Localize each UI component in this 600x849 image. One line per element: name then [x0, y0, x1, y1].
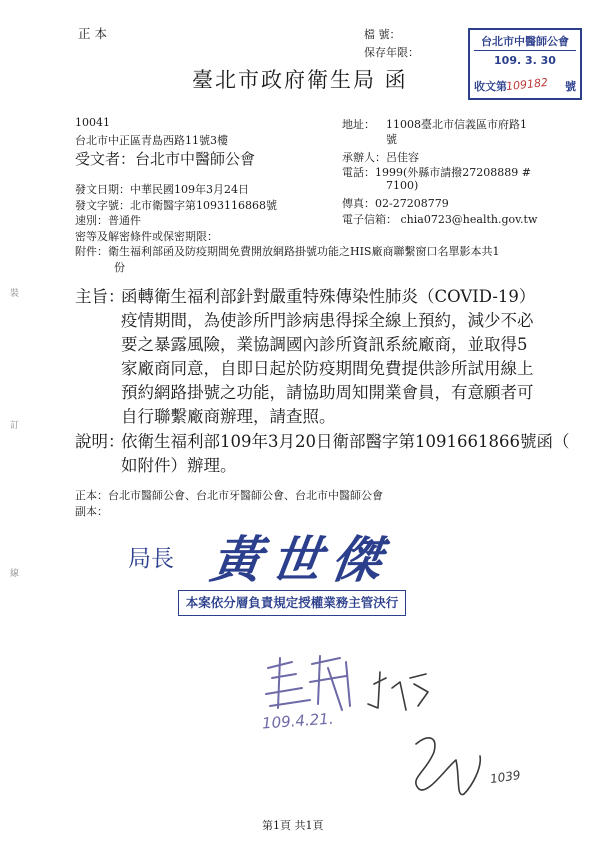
stamp-receipt-label: 收文第 [474, 80, 507, 93]
subject-line: 預約網路掛號之功能，請協助周知開業會員，有意願者可 [121, 383, 534, 402]
subject-line: 函轉衛生福利部針對嚴重特殊傳染性肺炎（COVID-19） [121, 287, 536, 306]
sender-address: 台北市中正區青島西路11號3樓 [75, 134, 228, 147]
handwritten-receipt-number: 109182 [505, 75, 549, 94]
handwritten-date: 109.4.21. [261, 709, 335, 733]
subject-line: 疫情期間，為使診所門診病患得採全線上預約，減少不必 [121, 311, 534, 330]
duplicate-recipients: 副本： [75, 505, 108, 518]
agency-title: 臺北市政府衛生局 函 [192, 68, 408, 92]
director-signature: 黃世傑 [207, 531, 396, 589]
fax: 傳真：02-27208779 [342, 197, 449, 210]
issue-number: 發文字號：北市衛醫字第1093116868號 [75, 199, 277, 212]
original-recipients: 正本：台北市醫師公會、台北市牙醫師公會、台北市中醫師公會 [75, 489, 383, 502]
handler: 承辦人：呂佳容 [342, 151, 419, 164]
authorization-note: 本案依分層負責規定授權業務主管決行 [178, 590, 406, 616]
address-label: 地址： [342, 118, 375, 131]
retention-label: 保存年限： [364, 46, 419, 59]
issue-date: 發文日期：中華民國109年3月24日 [75, 183, 249, 196]
stamp-receipt-suffix: 號 [565, 80, 576, 93]
attachment-line1: 附件：衛生福利部函及防疫期間免費開放網路掛號功能之HIS廠商聯繫窗口名單影本共1 [75, 245, 500, 258]
subject-label: 主旨： [75, 287, 125, 306]
stamp-org: 台北市中醫師公會 [481, 35, 569, 48]
address-line2: 號 [386, 133, 397, 146]
address-line1: 11008臺北市信義區市府路1 [386, 118, 527, 131]
phone-line1: 電話：1999(外縣市請撥27208889 # [342, 166, 531, 179]
page-number: 第1頁 共1頁 [262, 819, 324, 832]
zip-code: 10041 [75, 116, 110, 129]
recipient: 受文者：台北市中醫師公會 [75, 150, 256, 168]
attachment-line2: 份 [114, 261, 125, 274]
email: 電子信箱： chia0723@health.gov.tw [342, 213, 538, 226]
subject-line: 自行聯繫廠商辦理，請查照。 [121, 407, 336, 426]
security: 密等及解密條件或保密期限： [75, 230, 218, 243]
director-title: 局長 [128, 546, 174, 572]
original-copy-label: 正 本 [78, 26, 107, 41]
file-number-label: 檔 號： [364, 28, 401, 41]
explanation-label: 說明： [75, 432, 125, 451]
explanation-line: 依衛生福利部109年3月20日衛部醫字第1091661866號函（ [121, 432, 570, 451]
initial-stroke-4 [416, 738, 480, 795]
margin-mark-line: 線 [10, 569, 20, 579]
margin-mark-bind: 裝 [10, 289, 20, 299]
margin-mark-stitch: 訂 [10, 421, 20, 431]
initial-stroke-3 [368, 672, 428, 710]
subject-line: 家廠商同意，自即日起於防疫期間免費提供診所試用線上 [121, 359, 534, 378]
subject-line: 要之暴露風險，業協調國內診所資訊系統廠商，並取得5 [121, 335, 528, 354]
handwritten-code: 1039 [489, 767, 522, 787]
handwritten-initials [250, 648, 550, 838]
phone-line2: 7100) [386, 179, 419, 192]
speed: 速別：普通件 [75, 214, 141, 227]
explanation-line: 如附件）辦理。 [121, 456, 237, 475]
initial-stroke-1 [266, 658, 310, 708]
stamp-date: 109. 3. 30 [494, 54, 556, 67]
initial-stroke-2 [310, 656, 350, 710]
